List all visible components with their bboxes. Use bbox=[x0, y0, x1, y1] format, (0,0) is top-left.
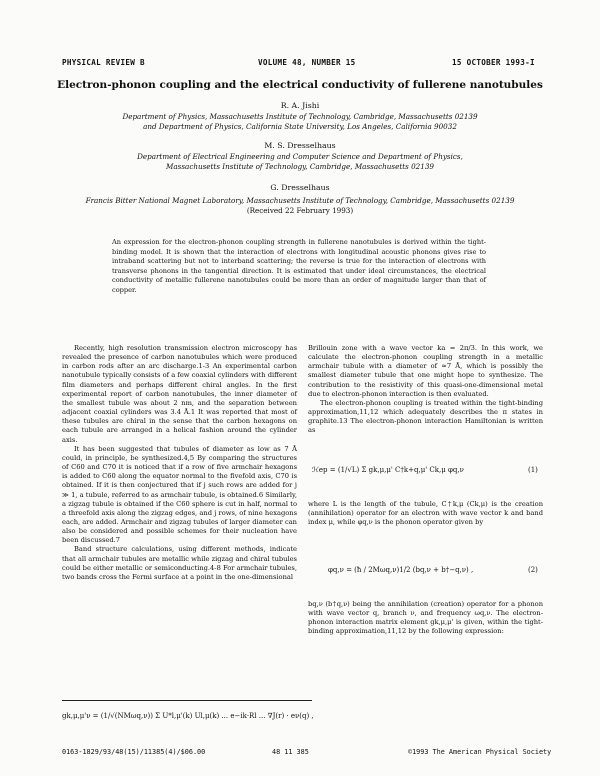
author-name: M. S. Dresselhaus bbox=[264, 141, 336, 150]
issue-date: 15 OCTOBER 1993-I bbox=[452, 58, 535, 67]
equation-2-number: (2) bbox=[528, 566, 538, 574]
author-name: R. A. Jishi bbox=[280, 101, 320, 110]
equation-divider bbox=[62, 700, 312, 701]
paragraph: bq,ν (b†q,ν) being the annihilation (creation) operator for a phonon with wave vector q, branch ν, and frequency ωq,ν. The electron-phonon interaction matrix element gk,μ,μ' is given, within the tight-binding approximation,11,12 by the following expression: bbox=[308, 600, 543, 636]
footer-copyright-code: 0163-1829/93/48(15)/11385(4)/$06.00 bbox=[62, 748, 206, 756]
paragraph: Recently, high resolution transmission electron microscopy has revealed the presence of carbon nanotubules which were produced in carbon rods after an arc discharge.1-3 An experimental carbon nanotubule typically consists of a few coaxial cylinders with different film diameters and perhaps different chiral angles. In the first experimental report of carbon nanotubules, the inner diameter of the smallest tubule was about 2 nm, and the separation between adjacent coaxial cylinders was 3.4 Å.1 It was reported that most of these tubules are chiral in the sense that the carbon hexagons on each tubule are arranged in a helical fashion around the cylinder axis. bbox=[62, 344, 297, 444]
author-affiliation: Francis Bitter National Magnet Laboratory, Massachusetts Institute of Technology, Cambridge, Massachusetts 02139 bbox=[85, 196, 515, 205]
right-column-continued bbox=[308, 600, 543, 637]
author-affiliation: and Department of Physics, California State University, Los Angeles, California 90032 bbox=[143, 122, 457, 131]
equation-1: ℋep = (1/√L) Σ gk,μ,μ' C†k+q,μ' Ck,μ φq,ν bbox=[312, 466, 464, 474]
abstract: An expression for the electron-phonon coupling strength in fullerene nanotubules is derived within the tight-binding model. It is shown that the interaction of electrons with longitudinal acoustic phonons gives rise to intraband scattering but not to interband scattering; the reverse is true for the interaction of electrons with transverse phonons in the tangential direction. It is estimated that under ideal circumstances, the electrical conductivity of metallic fullerene nanotubules could be more than an order of magnitude larger than that of copper. bbox=[112, 238, 486, 294]
author-affiliation: Department of Electrical Engineering and Computer Science and Department of Physics, bbox=[137, 152, 463, 161]
paragraph: It has been suggested that tubules of diameter as low as 7 Å could, in principle, be synthesized.4,5 By comparing the structures of C60 and C70 it is noticed that if a row of five armchair hexagons is added to C60 along the equator normal to the fivefold axis, C70 is obtained. If it is then conjectured that if j such rows are added for j ≫ 1, a tubule, referred to as armchair tubule, is obtained.6 Similarly, a zigzag tubule is obtained if the C60 sphere is cut in half, normal to a threefold axis along the zigzag edges, and j rows, of nine hexagons each, are added. Armchair and zigzag tubules of larger diameter can also be considered and possible schemes for their nucleation have been discussed.7 bbox=[62, 444, 297, 545]
author-affiliation: Department of Physics, Massachusetts Institute of Technology, Cambridge, Massachusetts 02139 bbox=[122, 112, 478, 121]
equation-2: φq,ν = (ħ / 2Mωq,ν)1/2 (bq,ν + b†−q,ν) , bbox=[328, 566, 474, 574]
paper-title: Electron-phonon coupling and the electrical conductivity of fullerene nanotubules bbox=[57, 79, 543, 91]
right-column bbox=[308, 344, 543, 436]
paragraph: The electron-phonon coupling is treated within the tight-binding approximation,11,12 which adequately describes the π states in graphite.13 The electron-phonon interaction Hamiltonian is written as bbox=[308, 398, 543, 435]
paragraph: Brillouin zone with a wave vector ka = 2π/3. In this work, we calculate the electron-phonon coupling strength in a metallic armchair tubule with a diameter of ≈7 Å, which is possibly the smallest diameter tubule that one might hope to synthesize. The contribution to the resistivity of this quasi-one-dimensional metal due to electron-phonon interaction is then evaluated. bbox=[308, 344, 543, 398]
journal-name: PHYSICAL REVIEW B bbox=[62, 58, 145, 67]
left-column bbox=[62, 344, 297, 582]
equation-1-number: (1) bbox=[528, 466, 538, 474]
volume-number: VOLUME 48, NUMBER 15 bbox=[258, 58, 356, 67]
footer-page-number: 48 11 385 bbox=[272, 748, 309, 756]
author-affiliation: Massachusetts Institute of Technology, Cambridge, Massachusetts 02139 bbox=[166, 162, 434, 171]
received-date: (Received 22 February 1993) bbox=[246, 206, 354, 215]
equation-3: gk,μ,μ'ν = (1/√(NMωq,ν)) Σ U*l,μ'(k) Ul,μ(k) ... e−ik·Rl ... ∇J(r) · eν(q) , bbox=[62, 712, 314, 720]
footer-publisher: ©1993 The American Physical Society bbox=[408, 748, 552, 756]
paragraph: where L is the length of the tubule, C†k,μ (Ck,μ) is the creation (annihilation) operator for an electron with wave vector k and band index μ, while φq,ν is the phonon operator given by bbox=[308, 500, 543, 527]
author-name: G. Dresselhaus bbox=[270, 183, 330, 192]
paragraph: Band structure calculations, using different methods, indicate that all armchair tubules are metallic while zigzag and chiral tubules could be either metallic or semiconducting.4-8 For armchair tubules, two bands cross the Fermi surface at a point in the one-dimensional bbox=[62, 545, 297, 581]
right-column-continued bbox=[308, 500, 543, 527]
